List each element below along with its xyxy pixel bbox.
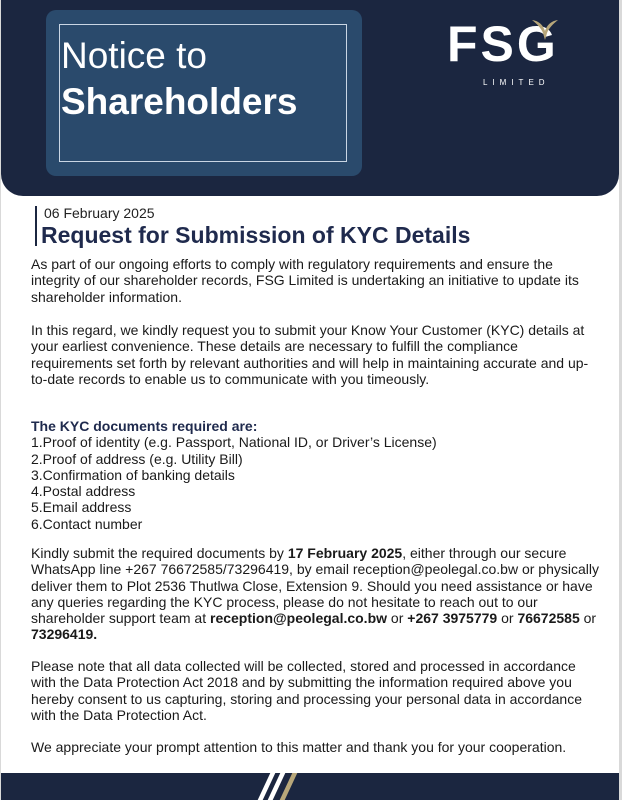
- paragraph-intro: As part of our ongoing efforts to comply with regulatory requirements and ensure the integrity of our shareholder records, FSG Limited is undertaking an initiative to update its shareholder information.: [31, 256, 579, 305]
- separator-text: or: [497, 610, 518, 627]
- submission-text: Kindly submit the required documents by: [31, 545, 288, 561]
- kyc-list: [31, 418, 601, 532]
- support-phone: 76672585: [517, 610, 580, 627]
- deadline-date: 17 February 2025: [287, 545, 403, 561]
- paragraph-closing: We appreciate your prompt attention to this matter and thank you for your cooperation.: [31, 739, 567, 755]
- logo-text: FSG: [447, 16, 559, 72]
- title-box: [46, 10, 362, 176]
- paragraph-submission: [31, 545, 601, 643]
- bird-icon: [531, 17, 559, 41]
- list-item: 6.Contact number: [31, 515, 143, 532]
- header-banner: [1, 0, 619, 196]
- list-item: 5.Email address: [31, 499, 132, 516]
- support-phone: 73296419.: [31, 626, 98, 643]
- support-phone: +267 3975779: [407, 610, 498, 627]
- list-item: 3.Confirmation of banking details: [31, 466, 235, 483]
- list-item: 2.Proof of address (e.g. Utility Bill): [31, 450, 243, 467]
- title-line-1: Notice to: [61, 35, 208, 76]
- paragraph-data-protection: Please note that all data collected will be collected, stored and processed in accordance with the Data Protection Act 2018 and by submitting the information required above you hereby consent to us capturing, storing and processing your personal data in accordance with the Data Protection Act.: [31, 658, 583, 723]
- support-email: reception@peolegal.co.bw: [210, 610, 388, 627]
- submission-text: , either through our secure WhatsApp line +267 76672585/73296419, by email reception@peolegal.co.bw or physically deliver them to Plot 2536 Thutlwa Close, Extension 9. Should you need assistance or have any queries regarding the KYC process, please do not hesitate to reach out to our shareholder support team at: [31, 545, 599, 627]
- list-item: 4.Postal address: [31, 483, 136, 500]
- list-item: 1.Proof of identity (e.g. Passport, National ID, or Driver’s License): [31, 434, 437, 451]
- notice-heading: Request for Submission of KYC Details: [41, 222, 471, 248]
- logo-subtext: LIMITED: [483, 78, 550, 87]
- date-accent-bar: [35, 206, 37, 246]
- footer-bar: [1, 773, 619, 800]
- title-line-2: Shareholders: [61, 81, 298, 122]
- paragraph-request: In this regard, we kindly request you to submit your Know Your Customer (KYC) details at your earliest convenience. These details are necessary to fulfill the compliance requirements set forth by relevant authorities and will help in maintaining accurate and up-to-date records to enable us to communicate with you timeously.: [31, 322, 589, 387]
- fsg-logo: [447, 14, 567, 94]
- notice-page: [1, 0, 619, 800]
- separator-text: or: [579, 610, 597, 627]
- notice-date: 06 February 2025: [44, 205, 155, 221]
- kyc-list-title: The KYC documents required are:: [31, 418, 258, 434]
- separator-text: or: [387, 610, 408, 627]
